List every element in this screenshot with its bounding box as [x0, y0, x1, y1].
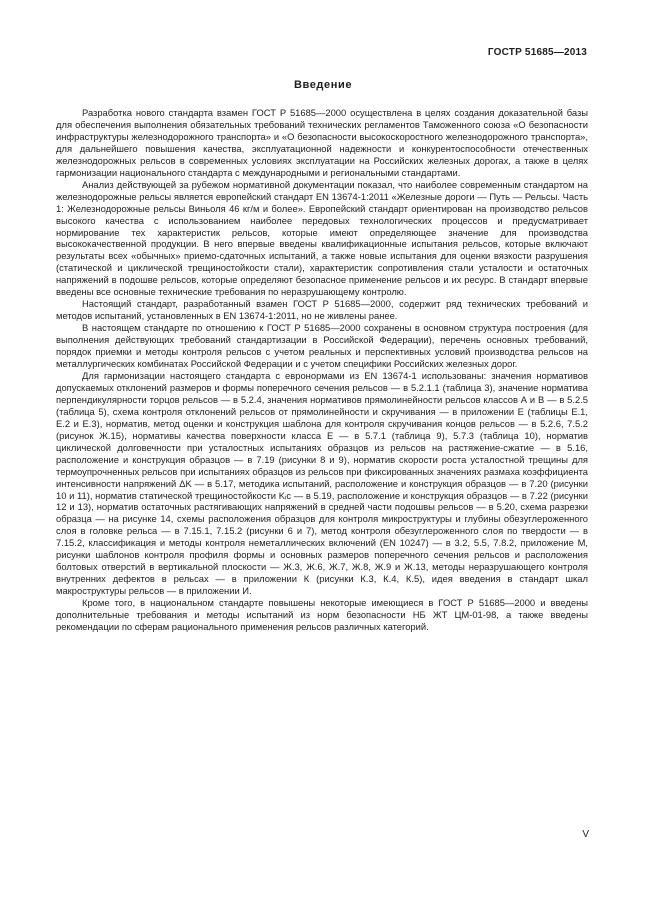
paragraph-additional: Кроме того, в национальном стандарте повышены некоторые имеющиеся в ГОСТ Р 51685—2000 и введены дополнительные требования и методы испытаний из норм безопасности НБ ЖТ ЦМ-01-98, а также введены рекомендации по сферам рационального применения рельсов различных категорий. — [56, 597, 588, 632]
standard-designation: ГОСТР 51685—2013 — [487, 47, 587, 58]
paragraph-analysis: Анализ действующей за рубежом нормативной документации показал, что наиболее современным стандартом на железнодорожные рельсы является европейский стандарт EN 13674-1:2011 «Железные дороги — Путь — Рельсы. Часть 1: Железнодорожные рельсы Виньоля 46 кг/м и более». Европейский стандарт ориентирован на производство рельсов высокого качества с использованием наиболее передовых технологических процессов и предусматривает нормирование тех характеристик рельсов, которые имеют определяющее значение для производства высококачественной продукции. В него впервые введены квалификационные испытания рельсов, которые включают результаты всех «обычных» приемо-сдаточных испытаний, а также новые испытания для оценки вязкости разрушения (статической и циклической трещиностойкости стали), характеристик сопротивления стали усталости и остаточных напряжений в подошве рельсов, которые определяют безопасное применение рельсов и их ресурс. В стандарт впервые введены все основные технические требования по неразрушающему контролю. — [56, 178, 588, 298]
paragraph-structure: В настоящем стандарте по отношению к ГОСТ Р 51685—2000 сохранены в основном структура построения (для выполнения действующих требований стандартизации в Российской Федерации), перечень основных требований, порядок приемки и методы контроля рельсов с учетом реальных и перспективных условий производства рельсов на металлургических комбинатах Российской Федерации и с учетом специфики Российских железных дорог. — [56, 322, 588, 370]
page-number: V — [582, 829, 589, 840]
paragraph-harmonization: Для гармонизации настоящего стандарта с евронормами из EN 13674-1 использованы: значения нормативов допускаемых отклонений размеров и формы поперечного сечения рельсов — в 5.2.1.1 (таблица 3), значение норматива перпендикулярности торцов рельсов — в 5.2.4, значения нормативов прямолинейности рельсов классов А и В — в 5.2.5 (таблица 5), схема контроля отклонений рельсов от прямолинейности и скручивания — в приложении Е (таблицы Е.1, Е.2 и Е.3), норматив, метод оценки и конструкция шаблона для контроля скручивания концов рельсов — в 5.2.6, 7.5.2 (рисунок Ж.15), нормативы качества поверхности класса Е — в 5.7.1 (таблица 9), 5.7.3 (таблица 10), норматив циклической долговечности при усталостных испытаниях образцов из рельсов на растяжение-сжатие — в 5.16, расположение и конструкция образцов — в 7.19 (рисунки 8 и 9), норматив скорости роста усталостной трещины для термоупрочненных рельсов при испытаниях образцов из рельсов при фиксированных значениях размаха коэффициента интенсивности напряжений ΔK — в 5.17, методика испытаний, расположение и конструкция образцов — в 7.20 (рисунки 10 и 11), норматив статической трещиностойкости Kᵢc — в 5.19, расположение и конструкция образцов — в 7.22 (рисунки 12 и 13), норматив остаточных растягивающих напряжений в средней части подошвы рельсов — в 5.20, схема разрезки образца — на рисунке 14, схемы расположения образцов для контроля микроструктуры и глубины обезуглероженного слоя в головке рельса — в 7.15.1, 7.15.2 (рисунки 6 и 7), метод контроля обезуглероженного слоя по твердости — в 7.15.2, классификация и методы контроля неметаллических включений (EN 10247) — в 3.2, 5.5, 7.8.2, приложение М, рисунки шаблонов контроля профиля формы и основных размеров поперечного сечения рельсов и расположения болтовых отверстий в вертикальной плоскости — Ж.3, Ж.6, Ж.7, Ж.8, Ж.9 и Ж.13, методы неразрушающего контроля внутренних дефектов в рельсах — в приложении К (рисунки К.3, К.4, К.5), идея введения в стандарт шкал макроструктуры рельсов — в приложении И. — [56, 369, 588, 597]
section-title: Введение — [293, 79, 353, 91]
paragraph-contents: Настоящий стандарт, разработанный взамен ГОСТ Р 51685—2000, содержит ряд технических требований и методов испытаний, установленных в EN 13674-1:2011, но не живлены ранее. — [56, 298, 588, 322]
paragraph-purpose: Разработка нового стандарта взамен ГОСТ Р 51685—2000 осуществлена в целях создания доказательной базы для обеспечения выполнения обязательных требований технических регламентов Таможенного союза «О безопасности инфраструктуры железнодорожного транспорта» и «О безопасности высокоскоростного железнодорожного транспорта», для дальнейшего повышения качества, эксплуатационной надежности и конкурентоспособности отечественных железнодорожных рельсов в современных условиях эксплуатации на Российских железных дорогах, а также в целях гармонизации национального стандарта с международными и региональными стандартами. — [56, 107, 588, 178]
introduction-body — [56, 107, 588, 633]
